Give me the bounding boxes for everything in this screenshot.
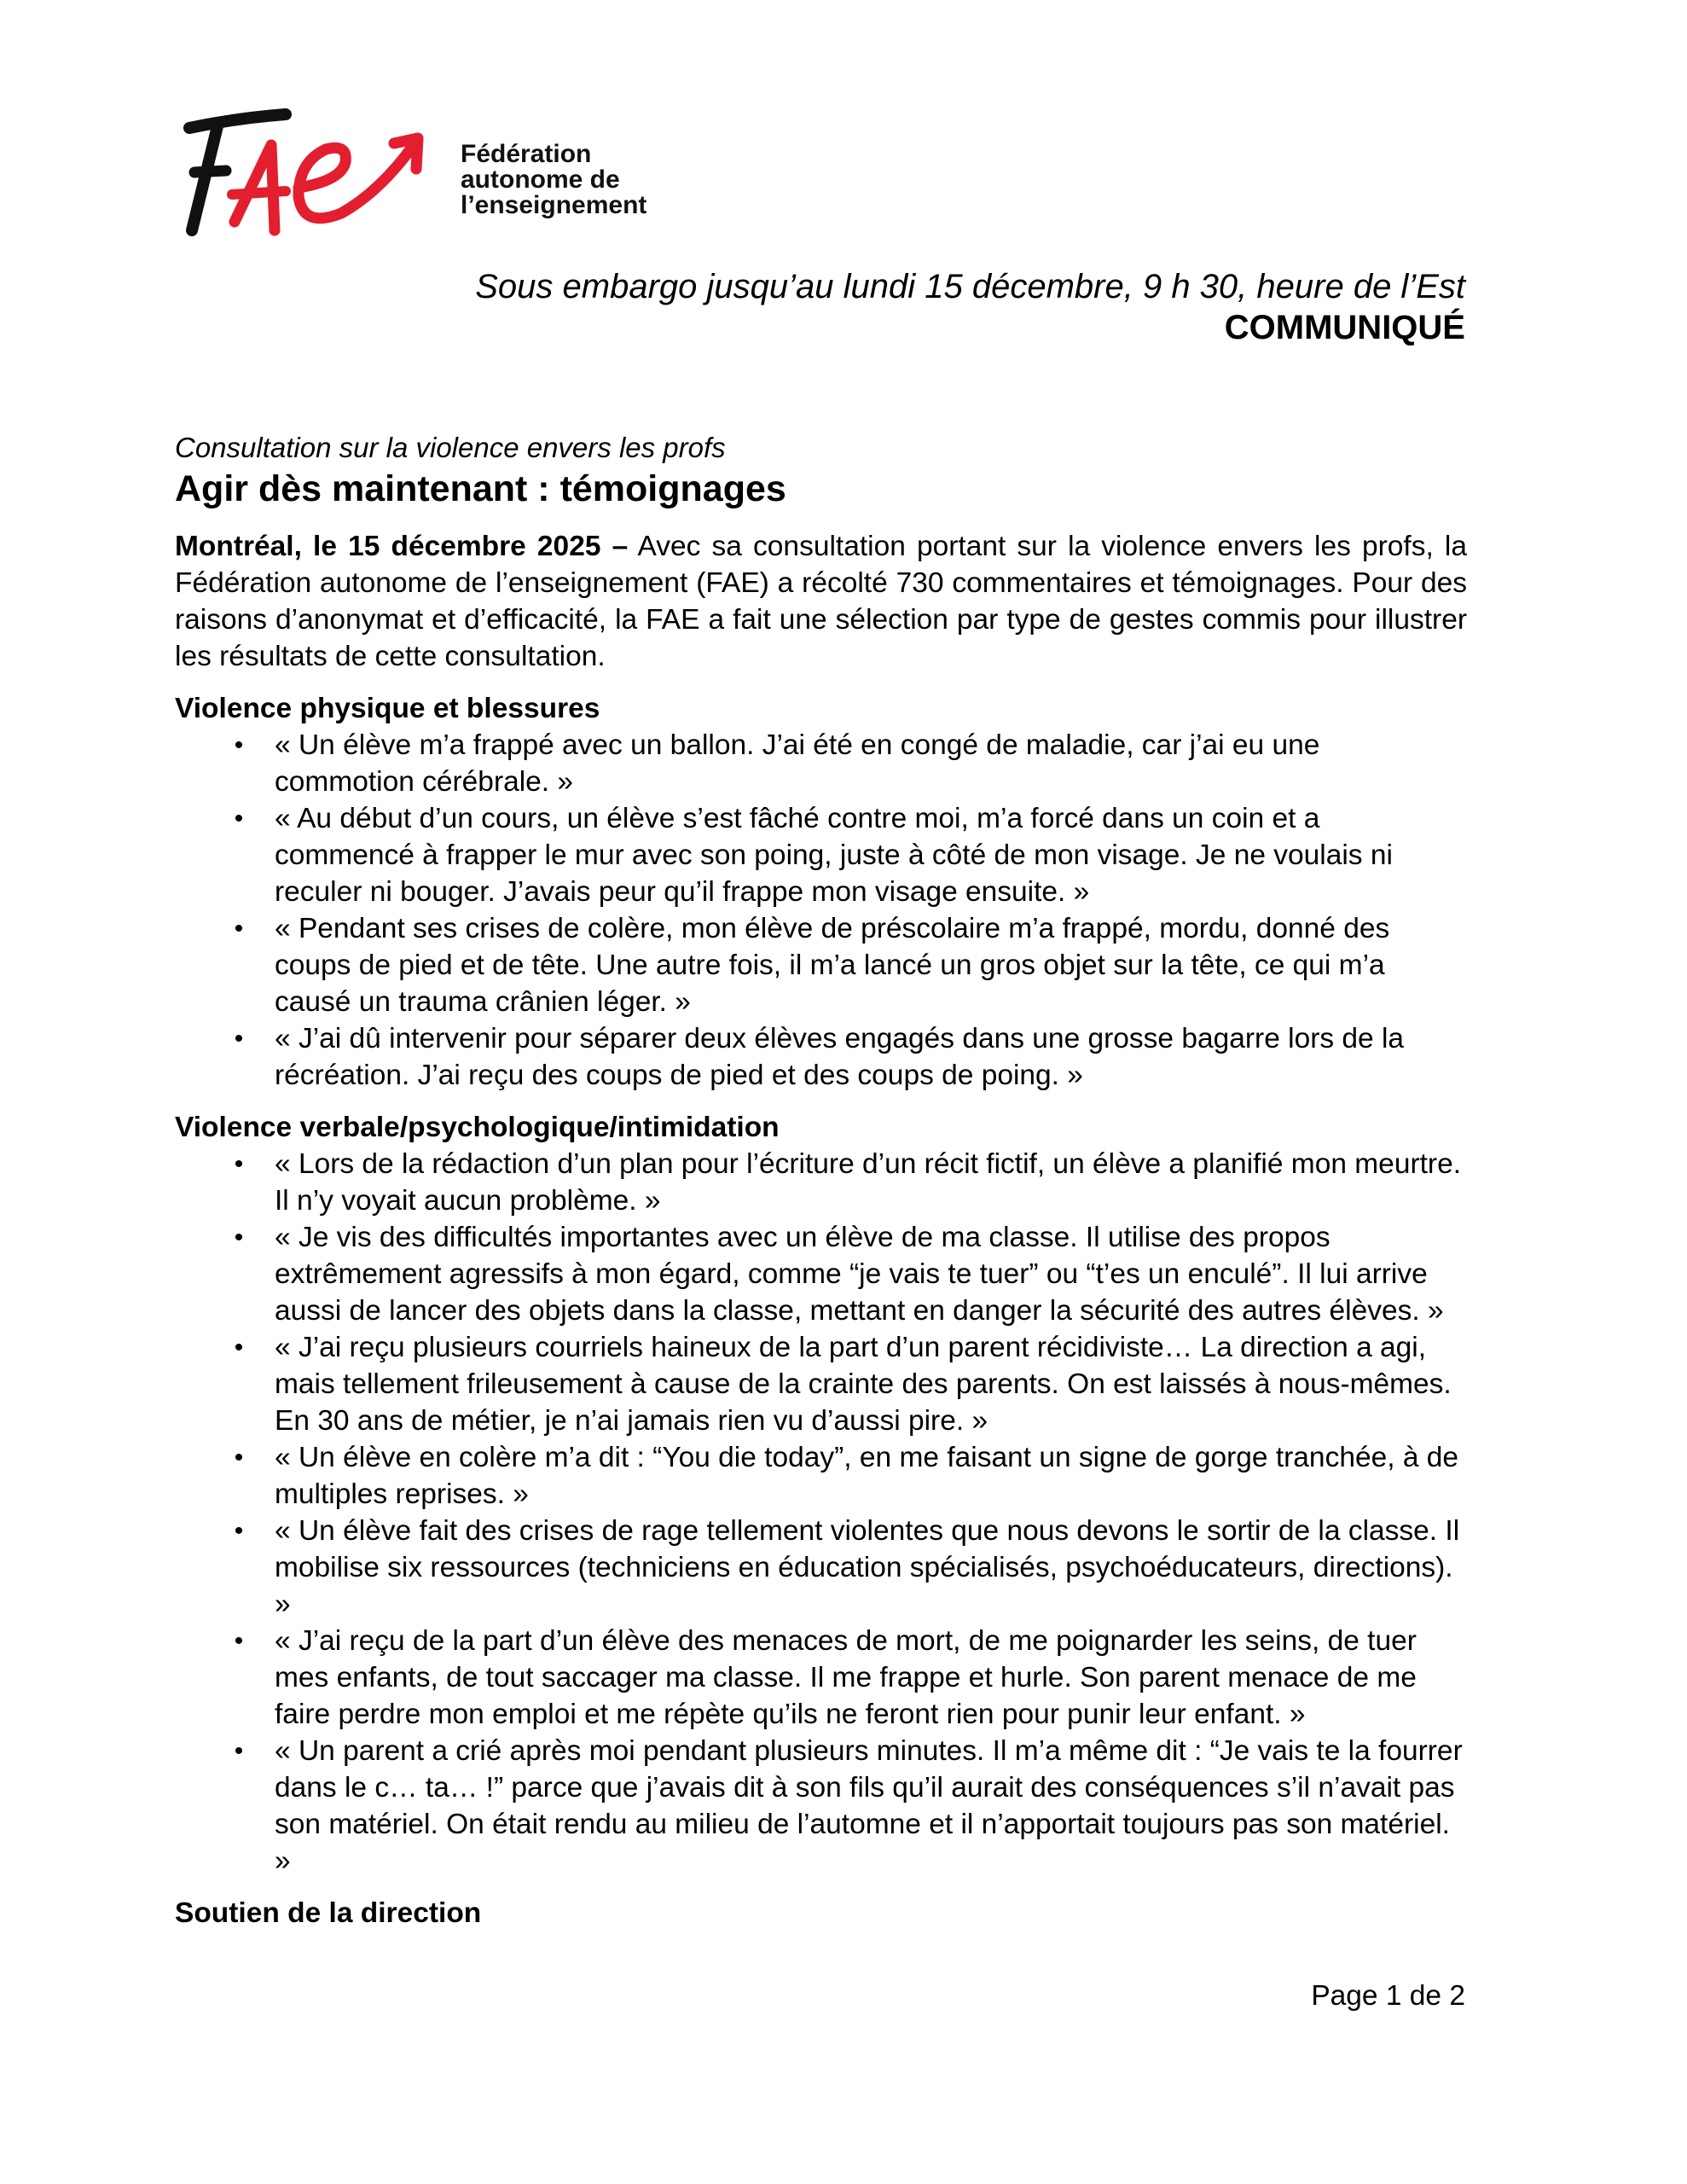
quote-text: « Au début d’un cours, un élève s’est fâché contre moi, m’a forcé dans un coin et a commencé à frapper le mur avec son poing, juste à côté de mon visage. Je ne voulais ni reculer ni bouger. J’avais peur qu’il frappe mon visage ensuite. »	[275, 803, 1393, 908]
press-release-body	[175, 431, 1467, 1931]
embargo-notice: Sous embargo jusqu’au lundi 15 décembre, 9 h 30, heure de l’Est	[475, 268, 1465, 305]
list-item	[175, 1733, 1467, 1879]
quote-text: « Lors de la rédaction d’un plan pour l’écriture d’un récit fictif, un élève a planifié mon meurtre. Il n’y voyait aucun problème. »	[275, 1148, 1462, 1217]
quote-text: « J’ai dû intervenir pour séparer deux élèves engagés dans une grosse bagarre lors de la récréation. J’ai reçu des coups de pied et des coups de poing. »	[275, 1023, 1405, 1091]
bullet-icon: •	[234, 1333, 244, 1362]
quote-text: « J’ai reçu plusieurs courriels haineux de la part d’un parent récidiviste… La direction a agi, mais tellement frileusement à cause de la crainte des parents. On est laissés à nous-mêmes. En 30 ans de métier, je n’ai jamais rien vu d’aussi pire. »	[275, 1332, 1452, 1437]
fae-logo	[171, 102, 426, 239]
bullet-icon: •	[234, 1025, 244, 1053]
list-item	[175, 1439, 1467, 1513]
section-verbal-violence	[175, 1109, 1467, 1879]
quote-text: « Pendant ses crises de colère, mon élève de préscolaire m’a frappé, mordu, donné des coups de pied et de tête. Une autre fois, il m’a lancé un gros objet sur la tête, ce qui m’a causé un trauma crânien léger. »	[275, 913, 1390, 1018]
list-item	[175, 1146, 1467, 1219]
list-item	[175, 1329, 1467, 1439]
section-management-support	[175, 1895, 1467, 1931]
section-heading: Soutien de la direction	[175, 1897, 482, 1929]
list-item	[175, 800, 1467, 910]
bullet-icon: •	[234, 1443, 244, 1472]
page-title: Agir dès maintenant : témoignages	[175, 468, 786, 509]
list-item	[175, 1219, 1467, 1329]
logo-line: Fédération	[461, 140, 592, 168]
bullet-icon: •	[234, 1517, 244, 1545]
quote-text: « Un élève en colère m’a dit : “You die today”, en me faisant un signe de gorge tranchée, à de multiples reprises. »	[275, 1442, 1459, 1510]
lead-text: Avec sa consultation portant sur la violence envers les profs, la Fédération autonome de l’enseignement (FAE) a récolté 730 commentaires et témoignages. Pour des raisons d’anonymat et d’efficacité, la FAE a fait une sélection par type de gestes commis pour illustrer les résultats de cette consultation.	[175, 531, 1467, 672]
bullet-icon: •	[234, 731, 244, 759]
quote-text: « Un élève m’a frappé avec un ballon. J’ai été en congé de maladie, car j’ai eu une commotion cérébrale. »	[275, 729, 1320, 798]
section-heading: Violence verbale/psychologique/intimidation	[175, 1112, 780, 1143]
list-item	[175, 727, 1467, 800]
section-physical-violence	[175, 690, 1467, 1094]
section-heading: Violence physique et blessures	[175, 693, 600, 724]
logo-line: autonome de	[461, 166, 620, 194]
bullet-icon: •	[234, 1737, 244, 1765]
embargo-block	[475, 266, 1465, 348]
list-item	[175, 1623, 1467, 1733]
document-type: COMMUNIQUÉ	[1224, 309, 1465, 346]
bullet-icon: •	[234, 804, 244, 833]
quote-text: « J’ai reçu de la part d’un élève des menaces de mort, de me poignarder les seins, de tuer mes enfants, de tout saccager ma classe. Il me frappe et hurle. Son parent menace de me faire perdre mon emploi et me répète qu’ils ne feront rien pour punir leur enfant. »	[275, 1625, 1417, 1730]
fae-logo-mark-icon	[171, 102, 426, 239]
list-item	[175, 1020, 1467, 1094]
bullet-icon: •	[234, 915, 244, 943]
page-number: Page 1 de 2	[1311, 1980, 1465, 2012]
bullet-icon: •	[234, 1150, 244, 1178]
quote-text: « Je vis des difficultés importantes avec un élève de ma classe. Il utilise des propos extrêmement agressifs à mon égard, comme “je vais te tuer” ou “t’es un enculé”. Il lui arrive aussi de lancer des objets dans la classe, mettant en danger la sécurité des autres élèves. »	[275, 1222, 1444, 1327]
logo-line: l’enseignement	[461, 191, 647, 219]
logo-wordmark	[461, 142, 646, 218]
quote-list	[175, 727, 1467, 1094]
dateline: Montréal, le 15 décembre 2025 –	[175, 531, 629, 562]
bullet-icon: •	[234, 1627, 244, 1655]
quote-text: « Un parent a crié après moi pendant plusieurs minutes. Il m’a même dit : “Je vais te la fourrer dans le c… ta… !” parce que j’avais dit à son fils qu’il aurait des conséquences s’il n’avait pas son matériel. On était rendu au milieu de l’automne et il n’apportait toujours pas son matériel. »	[275, 1735, 1463, 1877]
bullet-icon: •	[234, 1223, 244, 1252]
list-item	[175, 910, 1467, 1020]
kicker: Consultation sur la violence envers les profs	[175, 432, 726, 463]
quote-list	[175, 1146, 1467, 1879]
lead-paragraph	[175, 528, 1467, 675]
list-item	[175, 1513, 1467, 1623]
quote-text: « Un élève fait des crises de rage tellement violentes que nous devons le sortir de la classe. Il mobilise six ressources (techniciens en éducation spécialisés, psychoéducateurs, directions). »	[275, 1515, 1460, 1620]
